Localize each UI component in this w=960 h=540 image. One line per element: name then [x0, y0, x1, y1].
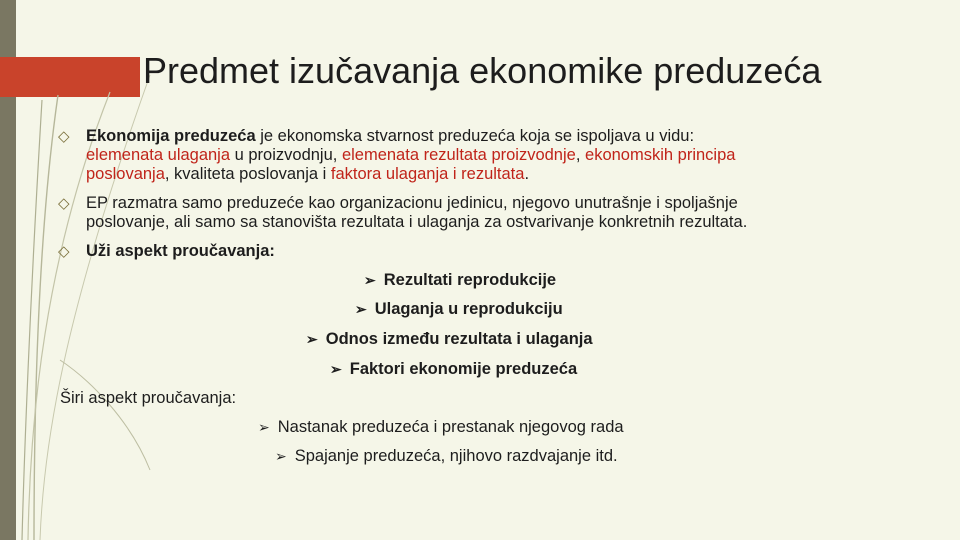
text-run: je ekonomska stvarnost preduzeća koja se ispoljava u vidu: [255, 127, 695, 145]
bullet-1-line-3 [86, 165, 735, 184]
list-item-label: Faktori ekonomije preduzeća [349, 360, 578, 378]
arrow-bullet-icon: ➢ [364, 272, 376, 288]
bullet-2-line-2: poslovanje, ali samo sa stanovišta rezultata i ulaganja za ostvarivanje konkretnih rezultata. [86, 213, 748, 231]
text-run: , [575, 146, 586, 164]
arrow-bullet-icon: ➢ [306, 331, 318, 347]
list-item [355, 300, 563, 319]
list-item [258, 418, 624, 437]
bullet-1-line-1 [86, 127, 735, 146]
list-item [330, 360, 577, 379]
text-run: faktora ulaganja i rezultata [330, 165, 525, 183]
slide-title: Predmet izučavanja ekonomike preduzeća [143, 50, 822, 91]
diamond-bullet-icon: ◇ [58, 195, 70, 212]
arrow-bullet-icon: ➢ [275, 448, 287, 464]
list-item-label: Rezultati reprodukcije [383, 271, 557, 289]
diamond-bullet-icon: ◇ [58, 243, 70, 260]
arrow-bullet-icon: ➢ [258, 419, 270, 435]
text-run: u proizvodnju, [230, 146, 342, 164]
text-run: ekonomskih principa [585, 146, 736, 164]
list-item-label: Nastanak preduzeća i prestanak njegovog rada [277, 418, 624, 436]
list-item [364, 271, 556, 290]
bullet-1-line-2 [86, 146, 735, 165]
text-run: elemenata ulaganja [86, 146, 231, 164]
list-item [306, 330, 593, 349]
arrow-bullet-icon: ➢ [330, 361, 342, 377]
list-item-label: Odnos između rezultata i ulaganja [325, 330, 593, 348]
list-item [275, 447, 618, 466]
bullet-1-text [86, 127, 735, 184]
text-run: elemenata rezultata proizvodnje [341, 146, 576, 164]
narrow-aspect-heading: Uži aspekt proučavanja: [86, 242, 275, 260]
text-run: . [524, 165, 530, 183]
diamond-bullet-icon: ◇ [58, 128, 70, 145]
arrow-bullet-icon: ➢ [355, 301, 367, 317]
list-item-label: Ulaganja u reprodukciju [374, 300, 563, 318]
bullet-2-line-1: EP razmatra samo preduzeće kao organizacionu jedinicu, njegovo unutrašnje i spoljašnje [86, 194, 738, 212]
text-run: poslovanja [86, 165, 165, 183]
text-run: , kvaliteta poslovanja i [164, 165, 331, 183]
list-item-label: Spajanje preduzeća, njihovo razdvajanje itd. [294, 447, 618, 465]
text-run: Ekonomija preduzeća [86, 127, 256, 145]
bullet-2-text [86, 194, 747, 232]
wide-aspect-heading: Širi aspekt proučavanja: [60, 389, 237, 407]
